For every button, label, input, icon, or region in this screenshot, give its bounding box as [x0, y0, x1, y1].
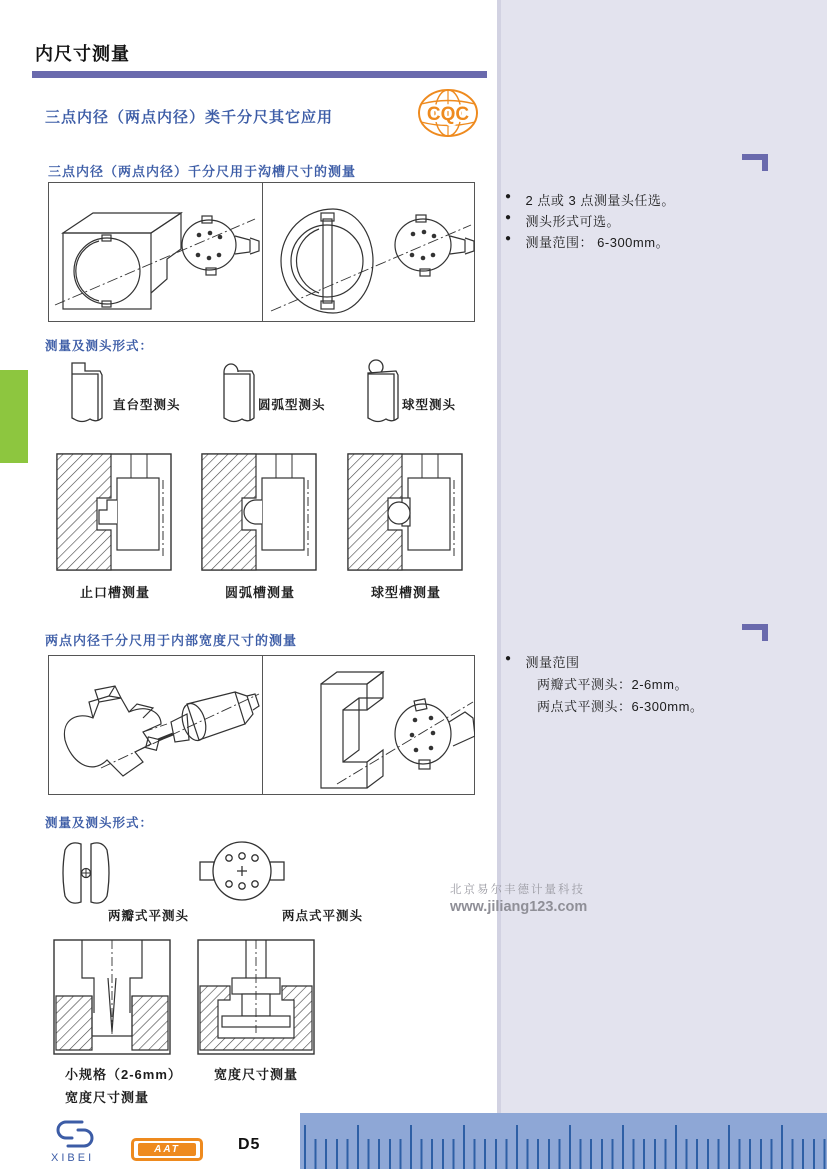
- aat-logo: [131, 1138, 203, 1161]
- cqc-logo-icon: [416, 85, 480, 141]
- block-bore-drawing: [49, 183, 261, 321]
- sidebar-panel: [497, 0, 827, 1113]
- ring-bore-drawing: [263, 183, 475, 321]
- bullet-text: 测量范围： 6-300mm。: [525, 235, 670, 250]
- probe-forms-label-2: 测量及测头形式：: [45, 816, 154, 830]
- ball-probe-icon: [358, 358, 406, 430]
- range-line: 两瓣式平测头：2-6mm。: [537, 677, 688, 692]
- range-title: 测量范围: [525, 655, 580, 670]
- probe-caption: 圆弧型测头: [258, 398, 326, 412]
- groove-measurement-figure: [48, 182, 475, 322]
- probe-caption: 两瓣式平测头: [108, 909, 190, 923]
- measurement-caption: 宽度尺寸测量: [213, 1067, 298, 1082]
- cqc-logo-text: CQC: [426, 104, 470, 125]
- feature-bullet: [505, 232, 669, 251]
- probe-caption: 球型测头: [402, 398, 457, 412]
- bullet-dot-icon: ●: [505, 653, 512, 664]
- watermark-company: 北京易尔丰德计量科技: [450, 884, 585, 896]
- width-measurement-figure: [48, 655, 475, 795]
- two-petal-flat-probe-icon: [60, 838, 112, 908]
- width-measurement-drawing: [196, 938, 316, 1056]
- c-channel-drawing: [263, 656, 475, 794]
- corner-bracket-icon: [742, 154, 768, 171]
- xibei-logo-text: XIBEI: [51, 1152, 95, 1164]
- range-line: 两点式平测头：6-300mm。: [537, 699, 704, 714]
- measurement-caption-line1: 小规格（2-6mm）: [65, 1067, 182, 1082]
- range-bullet: [505, 652, 580, 671]
- width-figure-left-pane: [49, 656, 262, 794]
- straight-step-probe-icon: [62, 358, 110, 430]
- title-underline-bar: [32, 71, 487, 78]
- probe-caption: 两点式平测头: [282, 909, 364, 923]
- width-figure-right-pane: [262, 656, 475, 794]
- irregular-part-drawing: [49, 656, 261, 794]
- bullet-text: 测头形式可选。: [525, 214, 621, 229]
- watermark-url: www.jiliang123.com: [450, 899, 588, 915]
- bullet-text: 2 点或 3 点测量头任选。: [525, 193, 675, 208]
- measurement-caption: 止口槽测量: [79, 585, 150, 600]
- arc-groove-drawing: [200, 452, 318, 572]
- ruler-graphic: [300, 1113, 827, 1169]
- arc-probe-icon: [214, 358, 262, 430]
- bullet-dot-icon: ●: [505, 191, 512, 202]
- two-point-flat-probe-icon: [198, 840, 286, 904]
- probe-forms-label-1: 测量及测头形式：: [45, 339, 154, 353]
- bullet-dot-icon: ●: [505, 212, 512, 223]
- watermark: [450, 881, 587, 915]
- measurement-caption: 球型槽测量: [370, 585, 441, 600]
- ball-groove-drawing: [346, 452, 464, 572]
- page-number: D5: [238, 1136, 261, 1153]
- section-color-tab: [0, 370, 28, 463]
- main-heading: 三点内径（两点内径）类千分尺其它应用: [45, 109, 334, 126]
- corner-bracket-icon: [742, 624, 768, 641]
- section2-heading: 两点内径千分尺用于内部宽度尺寸的测量: [45, 633, 298, 648]
- groove-figure-left-pane: [49, 183, 262, 321]
- probe-caption: 直台型测头: [113, 398, 181, 412]
- groove-figure-right-pane: [262, 183, 475, 321]
- xibei-logo: [46, 1118, 104, 1164]
- aat-logo-text: AAT: [138, 1143, 196, 1156]
- ruler-long-ticks: [304, 1125, 827, 1169]
- feature-bullet: [505, 190, 675, 209]
- feature-bullet: [505, 211, 620, 230]
- bullet-dot-icon: ●: [505, 233, 512, 244]
- page-title: 内尺寸测量: [35, 44, 130, 64]
- section1-heading: 三点内径（两点内径）千分尺用于沟槽尺寸的测量: [48, 164, 357, 179]
- measurement-caption: 圆弧槽测量: [224, 585, 295, 600]
- small-width-measurement-drawing: [52, 938, 172, 1056]
- rabbet-groove-drawing: [55, 452, 173, 572]
- measurement-caption-line2: 宽度尺寸测量: [65, 1090, 150, 1105]
